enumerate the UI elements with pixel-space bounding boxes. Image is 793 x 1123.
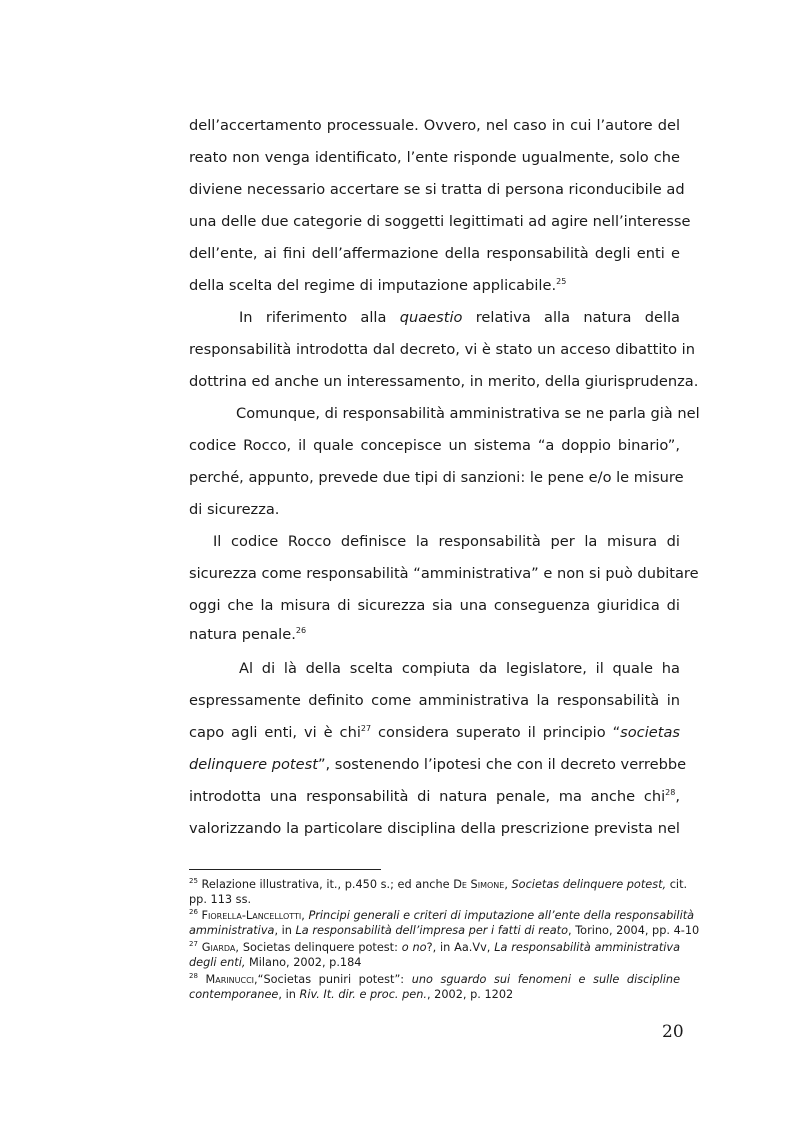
footnote-27-line2	[189, 956, 680, 970]
footnote-ref-28[interactable]: 28	[665, 788, 676, 797]
text-line	[189, 787, 680, 807]
text-line: oggi che la misura di sicurezza sia una conseguenza giuridica di	[189, 597, 680, 614]
footnote-27	[189, 941, 680, 955]
footnote-title: Principi generali e criteri di imputazione all’ente della responsabilità	[308, 909, 695, 922]
text-line	[189, 625, 680, 645]
footnote-title: contemporanee	[189, 988, 279, 1001]
footnote-text: , in	[278, 988, 300, 1001]
footnote-text: ,	[301, 909, 309, 922]
footnote-title: uno sguardo sui fenomeni e sulle discipline	[411, 973, 681, 986]
footnote-26	[189, 908, 695, 923]
text-span: introdotta una responsabilità di natura penale, ma anche chi	[189, 788, 666, 805]
text-line	[189, 723, 680, 743]
text-line: codice Rocco, il quale concepisce un sistema “a doppio binario”,	[189, 437, 680, 454]
footnote-28	[189, 973, 680, 987]
text-line	[189, 276, 680, 296]
text-line: Comunque, di responsabilità amministrativa se ne parla già nel	[236, 405, 700, 422]
footnote-28-line2	[189, 988, 680, 1002]
footnote-text: ,“Societas puniri potest”:	[254, 973, 412, 986]
footnote-author: Giarda	[201, 941, 236, 954]
text-line: reato non venga identificato, l’ente risponde ugualmente, solo che	[189, 149, 680, 166]
text-span: considera superato il principio “	[371, 724, 621, 741]
footnote-text: , Torino, 2004, pp. 4-10	[568, 924, 700, 937]
footnote-text: , in	[274, 924, 296, 937]
footnote-author: Fiorella-Lancellotti	[201, 909, 302, 922]
footnote-ref-26[interactable]: 26	[295, 626, 307, 635]
footnote-number: 25	[189, 877, 198, 885]
footnote-text: cit.	[666, 878, 688, 891]
footnote-title: Societas delinquere potest,	[511, 878, 667, 891]
footnote-text: ?, in Aa.Vv,	[426, 941, 495, 954]
footnote-title: o no	[401, 941, 427, 954]
text-line: responsabilità introdotta dal decreto, vi è stato un acceso dibattito in	[189, 341, 695, 358]
text-line: una delle due categorie di soggetti legittimati ad agire nell’interesse	[189, 213, 691, 230]
footnote-number: 27	[189, 940, 198, 948]
footnote-title: amministrativa	[189, 924, 275, 937]
footnote-text: Relazione illustrativa, it., p.450 s.; ed anche	[197, 878, 454, 891]
text-line: dottrina ed anche un interessamento, in merito, della giurisprudenza.	[189, 373, 699, 390]
footnote-number: 28	[189, 972, 198, 980]
text-span: natura penale.	[189, 626, 296, 643]
footnote-number: 26	[189, 908, 198, 916]
text-line: di sicurezza.	[189, 501, 280, 518]
text-line: diviene necessario accertare se si tratta di persona riconducibile ad	[189, 181, 685, 198]
italic-term: societas	[620, 724, 680, 741]
footnote-text: , Societas delinquere potest:	[235, 941, 402, 954]
footnote-ref-27[interactable]: 27	[360, 724, 372, 733]
footnote-author: Marinucci	[205, 973, 255, 986]
footnote-title: degli enti,	[189, 956, 246, 969]
text-span: della scelta del regime di imputazione applicabile.	[189, 277, 557, 294]
text-line	[189, 755, 687, 775]
text-line: espressamente definito come amministrativa la responsabilità in	[189, 692, 680, 709]
footnote-text: , 2002, p. 1202	[426, 988, 514, 1001]
footnote-title: La responsabilità dell’impresa per i fatti di reato	[295, 924, 569, 937]
text-line: sicurezza come responsabilità “amministrativa” e non si può dubitare	[189, 565, 699, 582]
text-line: dell’ente, ai fini dell’affermazione della responsabilità degli enti e	[189, 245, 680, 262]
text-line: dell’accertamento processuale. Ovvero, nel caso in cui l’autore del	[189, 117, 680, 134]
text-line: valorizzando la particolare disciplina della prescrizione prevista nel	[189, 820, 680, 837]
text-line: Il codice Rocco definisce la responsabilità per la misura di	[213, 533, 680, 550]
footnote-26-line2	[189, 924, 700, 938]
footnote-divider	[189, 869, 381, 870]
footnote-title: La responsabilità amministrativa	[494, 941, 681, 954]
footnote-25	[189, 877, 688, 892]
text-line: perché, appunto, prevede due tipi di sanzioni: le pene e/o le misure	[189, 469, 684, 486]
text-span: relativa alla natura della	[462, 309, 680, 326]
footnote-text: Milano, 2002, p.184	[245, 956, 362, 969]
italic-term: delinquere potest	[189, 756, 318, 773]
text-span: In riferimento alla	[239, 309, 400, 326]
page-number: 20	[662, 1022, 684, 1042]
text-span: ”, sostenendo l’ipotesi che con il decreto verrebbe	[317, 756, 687, 773]
text-line: Al di là della scelta compiuta da legislatore, il quale ha	[239, 660, 680, 677]
footnote-author: De Simone	[453, 878, 505, 891]
italic-term: quaestio	[399, 309, 463, 326]
footnote-ref-25[interactable]: 25	[556, 277, 567, 286]
text-span: ,	[675, 788, 680, 805]
footnote-25-line2: pp. 113 ss.	[189, 893, 252, 906]
footnote-text: ,	[504, 878, 512, 891]
text-span: capo agli enti, vi è chi	[189, 724, 361, 741]
footnote-title: Riv. It. dir. e proc. pen.	[299, 988, 427, 1001]
text-line	[239, 308, 680, 328]
